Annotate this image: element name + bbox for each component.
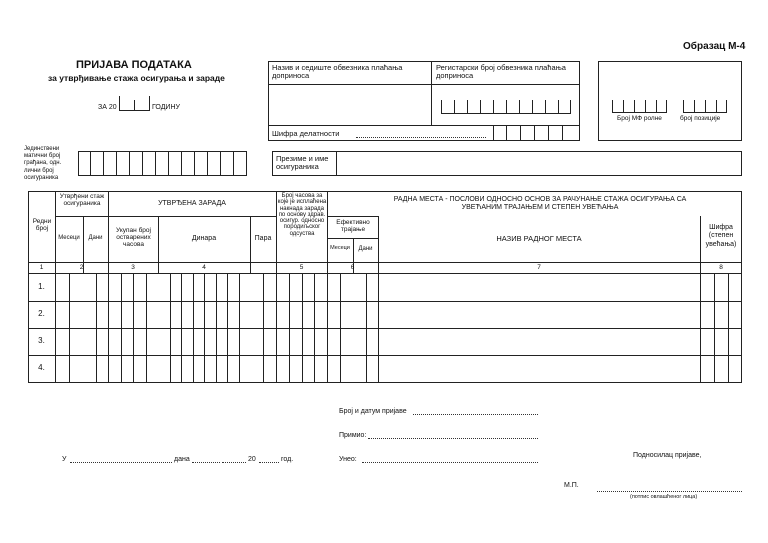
col-casovi: Број часова за које је исплаћена накнада зарада по основу здрав. осигур. односно породиљског одсуства	[277, 193, 327, 237]
col-efektivno: Ефективно трајање	[336, 219, 370, 234]
row-number: 1.	[38, 282, 45, 291]
year-prefix: ЗА 20	[98, 104, 117, 111]
col-ef-meseci: Месеци	[330, 245, 350, 251]
year-20-label: 20	[248, 456, 256, 463]
year-line[interactable]	[259, 462, 279, 463]
year-cells[interactable]	[119, 96, 150, 110]
col-num-2: 2	[79, 264, 84, 271]
jmbg-label: Јединствени матични број грађана, одн. лични број осигураника	[24, 146, 62, 181]
col-staz: Утврђени стаж осигураника	[59, 193, 105, 208]
col-num-4: 4	[202, 264, 206, 271]
signature-line[interactable]	[597, 491, 742, 492]
col-dani: Дани	[88, 235, 103, 241]
day-line[interactable]	[192, 462, 220, 463]
col-naziv: НАЗИВ РАДНОГ МЕСТА	[496, 234, 582, 243]
position-cells[interactable]	[683, 100, 727, 113]
data-rows-grid[interactable]	[0, 273, 768, 383]
col-para: Пара	[254, 235, 272, 242]
col-ef-dani: Дани	[358, 246, 373, 252]
col-dinara: Динара	[191, 235, 217, 242]
col-num-8: 8	[719, 264, 723, 271]
mf-roll-cells[interactable]	[612, 100, 667, 113]
broj-datum-line[interactable]	[413, 414, 538, 415]
col-sifra: Шифра (степен увећања)	[705, 224, 737, 248]
activity-code-label: Шифра делатности	[272, 129, 340, 138]
signature-caption: (потпис овлашћеног лица)	[630, 494, 698, 500]
position-label: број позиције	[680, 115, 721, 122]
form-subtitle: за утврђивање стажа осигурања и зараде	[48, 73, 225, 83]
broj-datum-label: Број и датум пријаве	[339, 408, 407, 415]
col-zarada: УТВРЂЕНА ЗАРАДА	[158, 200, 226, 207]
uneo-line[interactable]	[362, 462, 538, 463]
name-label: Презиме и име осигураника	[276, 154, 329, 172]
col-num-7: 7	[537, 264, 541, 271]
col-num-1: 1	[39, 264, 44, 271]
primio-label: Примио:	[339, 432, 367, 439]
col-radna-mesta: РАДНА МЕСТА - ПОСЛОВИ ОДНОСНО ОСНОВ ЗА РАЧУНАЊЕ СТАЖА ОСИГУРАЊА СА УВЕЋАНИМ ТРАЈАЊЕМ И СТЕПЕН УВЕЋАЊА	[393, 196, 687, 211]
uneo-label: Унео:	[339, 456, 357, 463]
col-rb: Редни број	[32, 218, 52, 233]
mf-roll-label: Број МФ ролне	[617, 115, 662, 122]
month-line[interactable]	[222, 462, 246, 463]
mp-label: М.П.	[564, 482, 579, 489]
col-num-3: 3	[131, 264, 135, 271]
activity-code-cells[interactable]	[493, 125, 563, 141]
primio-line[interactable]	[368, 438, 538, 439]
year-suffix: ГОДИНУ	[152, 104, 180, 111]
place-line[interactable]	[70, 462, 172, 463]
dana-label: дана	[174, 456, 190, 463]
col-meseci: Месеци	[58, 235, 80, 241]
payer-name-label: Назив и седиште обвезника плаћања доприноса	[272, 63, 403, 80]
jmbg-cells[interactable]	[78, 151, 247, 176]
form-title: ПРИЈАВА ПОДАТАКА	[76, 59, 192, 71]
row-number: 3.	[38, 336, 45, 345]
place-u-label: У	[62, 456, 67, 463]
name-field[interactable]	[337, 152, 741, 175]
payer-name-field[interactable]	[269, 85, 430, 124]
col-num-6: 6	[350, 264, 355, 271]
form-code: Образац М-4	[683, 41, 746, 52]
god-label: год.	[281, 456, 294, 463]
col-ukupan: Укупан број остварених часова	[116, 227, 151, 249]
payer-reg-cells[interactable]	[441, 100, 571, 114]
payer-reg-label: Регистарски број обвезника плаћања доприноса	[436, 63, 566, 80]
col-num-5: 5	[299, 264, 304, 271]
row-number: 4.	[38, 363, 45, 372]
row-number: 2.	[38, 309, 45, 318]
podnosilac-label: Подносилац пријаве,	[633, 452, 702, 459]
